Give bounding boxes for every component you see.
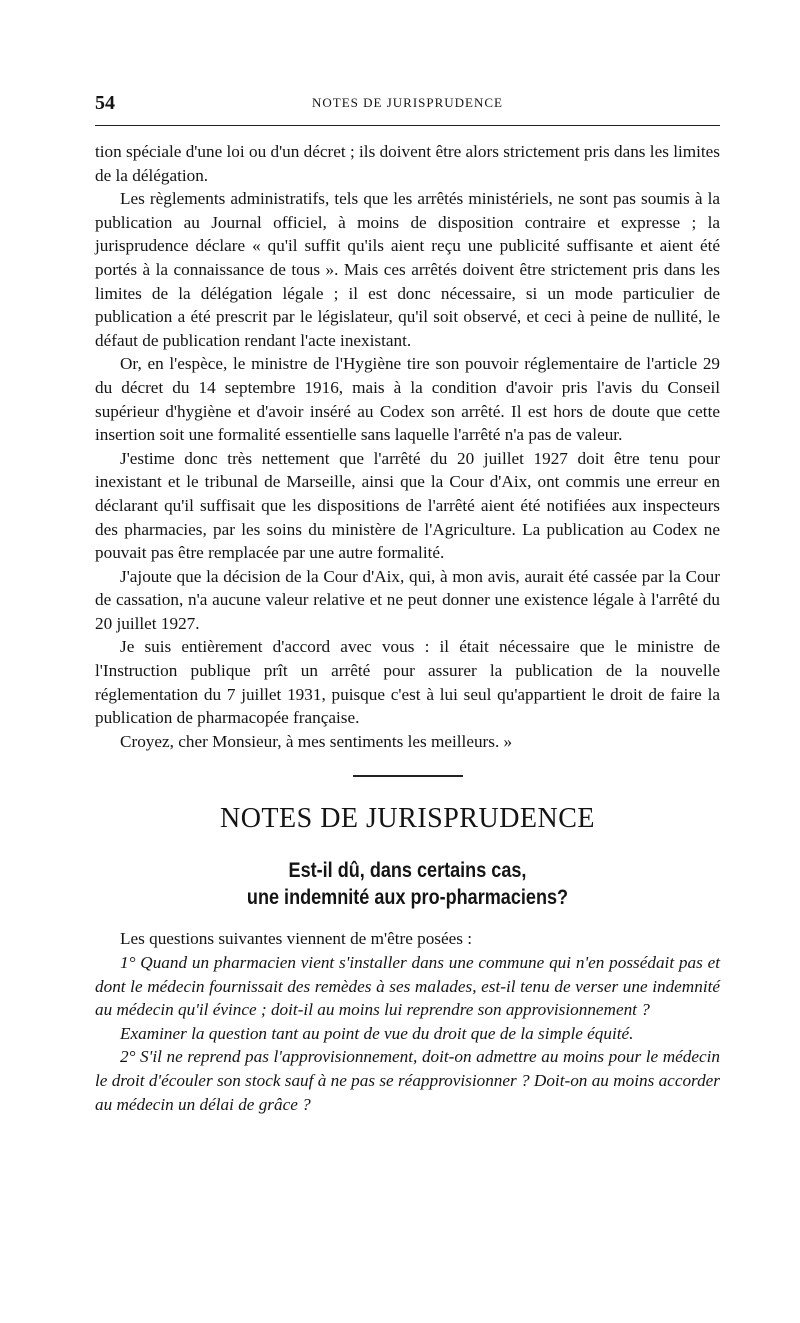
- article-title-line: Est-il dû, dans certains cas,: [288, 859, 527, 883]
- paragraph: tion spéciale d'une loi ou d'un décret ; ils doivent être alors strictement pris dans les limites de la délégation.: [95, 142, 720, 185]
- article-title-line: une indemnité aux pro-pharmaciens?: [246, 886, 569, 910]
- article-title: [139, 857, 677, 911]
- paragraph: J'estime donc très nettement que l'arrêté du 20 juillet 1927 doit être tenu pour inexistant et le tribunal de Marseille, ainsi que la Cour d'Aix, ont commis une erreur en déclarant qu'il suffisait que les dispositions de l'arrêté aient été notifiées aux inspecteurs des pharmacies, par les soins du ministère de l'Agriculture. La publication au Codex ne pouvait pas être remplacée par une autre formalité.: [95, 448, 720, 563]
- header-rule: [95, 125, 720, 126]
- question: 2° S'il ne reprend pas l'approvisionnement, doit-on admettre au moins pour le médecin le droit d'écouler son stock sauf à ne pas se réapprovisionner ? Doit-on au moins accorder au médecin un délai de grâce ?: [95, 1047, 720, 1114]
- section-divider: [353, 775, 463, 777]
- question: 1° Quand un pharmacien vient s'installer dans une commune qui n'en possédait pas et dont le médecin fournissait des remèdes à ses malades, est-il tenu de verser une indemnité au médecin qu'il évince ; doit-il au moins lui reprendre son approvisionnement ?: [95, 953, 720, 1020]
- page-header: [95, 92, 720, 116]
- paragraph: J'ajoute que la décision de la Cour d'Aix, qui, à mon avis, aurait été cassée par la Cour de cassation, n'a aucune valeur relative et ne peut donner une existence légale à l'arrêté du 20 juillet 1927.: [95, 566, 720, 633]
- question-note: Examiner la question tant au point de vue du droit que de la simple équité.: [120, 1023, 634, 1043]
- running-title: NOTES DE JURISPRUDENCE: [311, 95, 503, 110]
- paragraph: Or, en l'espèce, le ministre de l'Hygiène tire son pouvoir réglementaire de l'article 29 du décret du 14 septembre 1916, mais à la condition d'avoir pris l'avis du Conseil supérieur d'hygiène et d'avoir inséré au Codex son arrêté. Il est hors de doute que cette insertion soit une formalité essentielle sans laquelle l'arrêté n'a pas de valeur.: [95, 354, 720, 445]
- paragraph: Je suis entièrement d'accord avec vous : il était nécessaire que le ministre de l'Instruction publique prît un arrêté pour assurer la publication de la nouvelle réglementation du 7 juillet 1931, puisque c'est à lui seul qu'appartient le droit de faire la publication de pharmacopée française.: [95, 637, 720, 728]
- paragraph: Les règlements administratifs, tels que les arrêtés ministériels, ne sont pas soumis à la publication au Journal officiel, à moins de disposition contraire et expresse ; la jurisprudence déclare « qu'il suffit qu'ils aient reçu une publicité suffisante et aient été portés à la connaissance de tous ». Mais ces arrêtés doivent être strictement pris dans les limites de la délégation légale ; il est donc nécessaire, si un mode particulier de publication a été prescrit par le législateur, qu'il soit observé, et ceci à peine de nullité, le défaut de publication rendant l'acte inexistant.: [95, 189, 720, 350]
- section-title: NOTES DE JURISPRUDENCE: [219, 803, 596, 835]
- paragraph: Croyez, cher Monsieur, à mes sentiments les meilleurs. »: [120, 731, 513, 751]
- page-number: 54: [95, 92, 115, 114]
- page-body: [95, 140, 720, 1116]
- article-intro: Les questions suivantes viennent de m'être posées :: [120, 929, 473, 949]
